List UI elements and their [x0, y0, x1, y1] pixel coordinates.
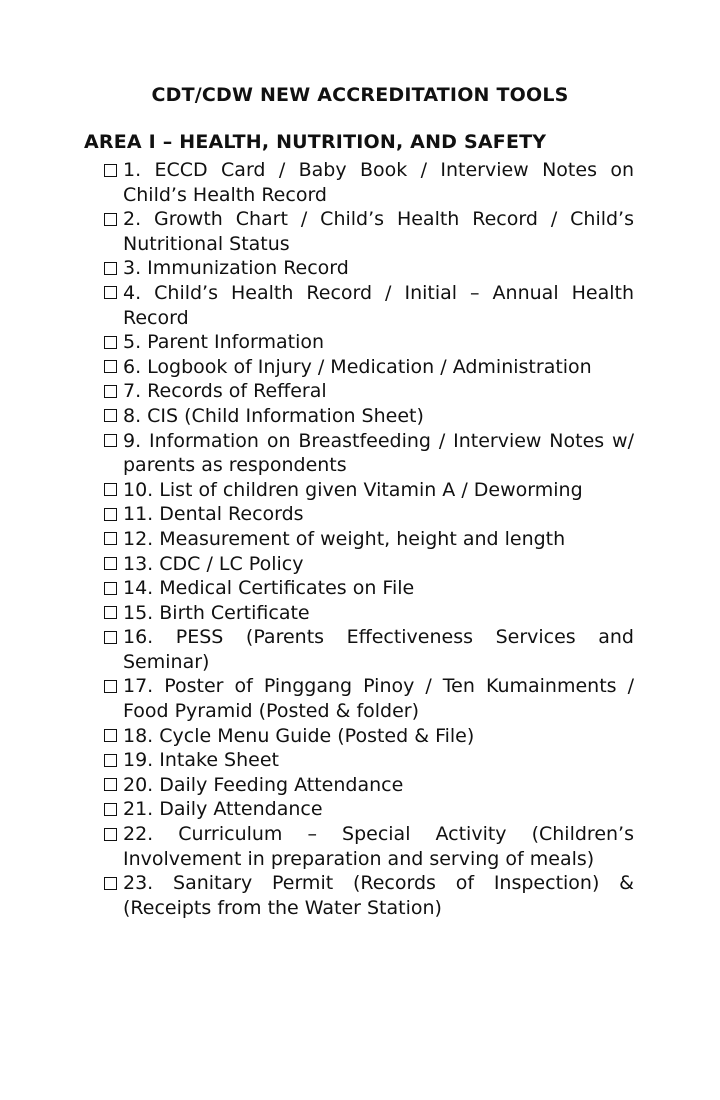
- checkbox-icon[interactable]: [104, 483, 117, 496]
- checkbox-icon[interactable]: [104, 729, 117, 742]
- checkbox-icon[interactable]: [104, 828, 117, 841]
- checklist-item: [104, 625, 634, 674]
- checkbox-icon[interactable]: [104, 286, 117, 299]
- checkbox-icon[interactable]: [104, 803, 117, 816]
- checklist-item: [104, 773, 634, 798]
- checklist-item: [104, 822, 634, 871]
- checkbox-icon[interactable]: [104, 631, 117, 644]
- checklist-item: [104, 158, 634, 207]
- checkbox-icon[interactable]: [104, 213, 117, 226]
- checklist-item: [104, 355, 634, 380]
- checklist-item-label: 14. Medical Certificates on File: [123, 577, 415, 600]
- checklist-item-label: 16. PESS (Parents Effectiveness Services and Seminar): [123, 626, 634, 673]
- checkbox-icon[interactable]: [104, 532, 117, 545]
- checklist-item-label: 11. Dental Records: [123, 503, 304, 526]
- checklist-item-label: 13. CDC / LC Policy: [123, 552, 304, 575]
- checklist-item-label: 23. Sanitary Permit (Records of Inspection) & (Receipts from the Water Station): [123, 872, 634, 919]
- checkbox-icon[interactable]: [104, 508, 117, 521]
- checklist-item-label: 20. Daily Feeding Attendance: [123, 773, 404, 796]
- checklist-item: [104, 256, 634, 281]
- checklist-item-label: 21. Daily Attendance: [123, 798, 323, 821]
- checklist-item-label: 1. ECCD Card / Baby Book / Interview Notes on Child’s Health Record: [123, 159, 634, 206]
- area-heading: AREA I – HEALTH, NUTRITION, AND SAFETY: [84, 131, 547, 153]
- checklist-item-label: 2. Growth Chart / Child’s Health Record / Child’s Nutritional Status: [123, 208, 634, 255]
- checkbox-icon[interactable]: [104, 557, 117, 570]
- checkbox-icon[interactable]: [104, 262, 117, 275]
- checklist-item: [104, 207, 634, 256]
- checklist-item: [104, 748, 634, 773]
- checklist-item-label: 17. Poster of Pinggang Pinoy / Ten Kumainments / Food Pyramid (Posted & folder): [123, 675, 634, 723]
- checklist-item: [104, 674, 634, 723]
- checkbox-icon[interactable]: [104, 360, 117, 373]
- checklist-item: [104, 576, 634, 601]
- checkbox-icon[interactable]: [104, 680, 117, 693]
- checkbox-icon[interactable]: [104, 582, 117, 595]
- checklist-item-label: 8. CIS (Child Information Sheet): [123, 404, 424, 427]
- checklist-item-label: 19. Intake Sheet: [123, 749, 279, 772]
- checkbox-icon[interactable]: [104, 754, 117, 767]
- checklist-item: [104, 527, 634, 552]
- checklist-item-label: 3. Immunization Record: [123, 257, 349, 280]
- checkbox-icon[interactable]: [104, 164, 117, 177]
- checklist-item-label: 6. Logbook of Injury / Medication / Administration: [123, 355, 592, 378]
- checklist-item-label: 5. Parent Information: [123, 331, 325, 354]
- checklist-item: [104, 281, 634, 330]
- document-title: CDT/CDW NEW ACCREDITATION TOOLS: [151, 84, 569, 106]
- checklist-item: [104, 601, 634, 626]
- checkbox-icon[interactable]: [104, 385, 117, 398]
- checklist-item: [104, 871, 634, 920]
- checklist-item: [104, 404, 634, 429]
- checkbox-icon[interactable]: [104, 606, 117, 619]
- checklist-item: [104, 552, 634, 577]
- checklist-item: [104, 429, 634, 478]
- checkbox-icon[interactable]: [104, 778, 117, 791]
- checkbox-icon[interactable]: [104, 877, 117, 890]
- checklist-item: [104, 797, 634, 822]
- checklist-item: [104, 379, 634, 404]
- checklist-item-label: 7. Records of Refferal: [123, 380, 327, 403]
- checklist-item: [104, 502, 634, 527]
- checkbox-icon[interactable]: [104, 409, 117, 422]
- checklist: [104, 158, 634, 920]
- checklist-item-label: 18. Cycle Menu Guide (Posted & File): [123, 724, 475, 747]
- checklist-item-label: 22. Curriculum – Special Activity (Children’s Involvement in preparation and serving of meals): [123, 823, 634, 870]
- checkbox-icon[interactable]: [104, 336, 117, 349]
- checklist-item-label: 4. Child’s Health Record / Initial – Annual Health Record: [123, 281, 634, 329]
- checklist-item-label: 10. List of children given Vitamin A / Deworming: [123, 478, 583, 501]
- checklist-item-label: 12. Measurement of weight, height and length: [123, 527, 566, 550]
- checklist-item: [104, 724, 634, 749]
- checkbox-icon[interactable]: [104, 434, 117, 447]
- checklist-item: [104, 330, 634, 355]
- checklist-item-label: 9. Information on Breastfeeding / Interview Notes w/ parents as respondents: [123, 429, 634, 477]
- checklist-item-label: 15. Birth Certificate: [123, 601, 310, 624]
- checklist-item: [104, 478, 634, 503]
